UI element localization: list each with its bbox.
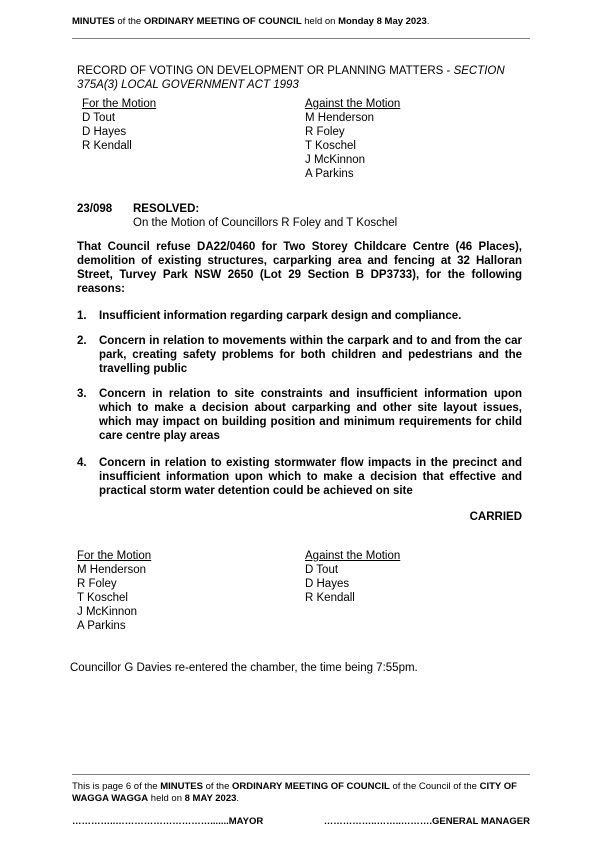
resolution-number: 23/098 — [77, 203, 113, 215]
mayor-signature: …………..………………………….......MAYOR — [72, 816, 264, 827]
footer-meeting: ORDINARY MEETING OF COUNCIL — [232, 781, 390, 792]
footer-text-4: held on — [148, 793, 185, 804]
header-text-3: . — [426, 16, 430, 27]
vote2-for-name: J McKinnon — [77, 606, 138, 618]
footer-text-1: This is page 6 of the — [72, 781, 161, 792]
vote2-against-heading: Against the Motion — [305, 550, 401, 562]
vote1-for-name: D Tout — [82, 112, 116, 124]
signature-line — [72, 816, 530, 827]
header-meeting: ORDINARY MEETING OF COUNCIL — [143, 16, 302, 27]
reason-item — [77, 309, 522, 323]
general-manager-signature: ……………..……..……….GENERAL MANAGER — [323, 816, 530, 827]
vote2-for-heading: For the Motion — [77, 550, 152, 562]
reason-number: 2. — [77, 335, 87, 347]
chamber-note: Councillor G Davies re-entered the chamber, the time being 7:55pm. — [70, 662, 418, 674]
reason-item — [77, 387, 522, 443]
reason-text: Concern in relation to movements within the carpark and to and from the car park, creating safety problems for both children and pedestrians and the travelling public — [99, 335, 522, 375]
footer-text-5: . — [236, 793, 240, 804]
footer-text-3: of the Council of the — [389, 781, 480, 792]
vote1-for-heading: For the Motion — [82, 98, 157, 110]
vote2-against-name: R Kendall — [305, 592, 355, 604]
footer-divider — [72, 774, 530, 775]
vote1-against-name: R Foley — [305, 126, 345, 138]
page-footer — [72, 781, 530, 805]
vote1-for-column — [82, 97, 156, 153]
vote2-against-name: D Tout — [305, 564, 339, 576]
header-text-2: held on — [301, 16, 339, 27]
footer-text-2: of the — [202, 781, 233, 792]
vote2-for-name: A Parkins — [77, 620, 126, 632]
reason-number: 3. — [77, 388, 87, 400]
header-text-1: of the — [114, 16, 144, 27]
vote2-against-name: D Hayes — [305, 578, 350, 590]
vote2-for-name: T Koschel — [77, 592, 128, 604]
section-title-italic: SECTION 375A(3) LOCAL GOVERNMENT ACT 1993 — [77, 65, 505, 91]
carried-label: CARRIED — [469, 511, 522, 523]
header-minutes: MINUTES — [72, 16, 115, 27]
vote2-for-column — [77, 549, 151, 633]
section-title-plain: RECORD OF VOTING ON DEVELOPMENT OR PLANNING MATTERS - — [77, 65, 454, 77]
vote1-against-name: A Parkins — [305, 168, 354, 180]
reason-item — [77, 456, 522, 498]
reason-text: Concern in relation to site constraints and insufficient information upon which to make a decision about carparking and other site layout issues, which may impact on building position and minimum requirements for child care centre play areas — [99, 388, 522, 442]
page-header — [72, 16, 429, 27]
resolution-mover: On the Motion of Councillors R Foley and T Koschel — [133, 217, 398, 229]
header-divider — [72, 38, 530, 39]
motion-text: That Council refuse DA22/0460 for Two Storey Childcare Centre (46 Places), demolition of existing structures, carparking area and fencing at 32 Halloran Street, Turvey Park NSW 2650 (Lot 29 Section B DP3733), for the following reasons: — [77, 241, 522, 295]
resolution-heading: RESOLVED: — [133, 203, 200, 215]
vote2-for-name: R Foley — [77, 578, 117, 590]
reason-number: 1. — [77, 310, 87, 322]
header-date: Monday 8 May 2023 — [338, 16, 427, 27]
footer-council: CITY OF WAGGA WAGGA — [72, 781, 517, 804]
vote1-against-heading: Against the Motion — [305, 98, 401, 110]
footer-date: 8 MAY 2023 — [184, 793, 237, 804]
vote1-against-name: M Henderson — [305, 112, 375, 124]
footer-minutes: MINUTES — [160, 781, 203, 792]
reason-number: 4. — [77, 457, 87, 469]
section-title — [77, 64, 527, 92]
vote1-for-name: D Hayes — [82, 126, 127, 138]
vote1-against-name: J McKinnon — [305, 154, 366, 166]
vote2-for-name: M Henderson — [77, 564, 147, 576]
vote1-against-column — [305, 97, 400, 181]
reason-text: Concern in relation to existing stormwater flow impacts in the precinct and insufficient information upon which to make a decision that effective and practical storm water detention could be achieved on site — [99, 457, 522, 497]
vote2-against-column — [305, 549, 400, 605]
vote1-against-name: T Koschel — [305, 140, 356, 152]
vote1-for-name: R Kendall — [82, 140, 132, 152]
reason-text: Insufficient information regarding carpark design and compliance. — [99, 310, 462, 322]
reason-item — [77, 334, 522, 376]
